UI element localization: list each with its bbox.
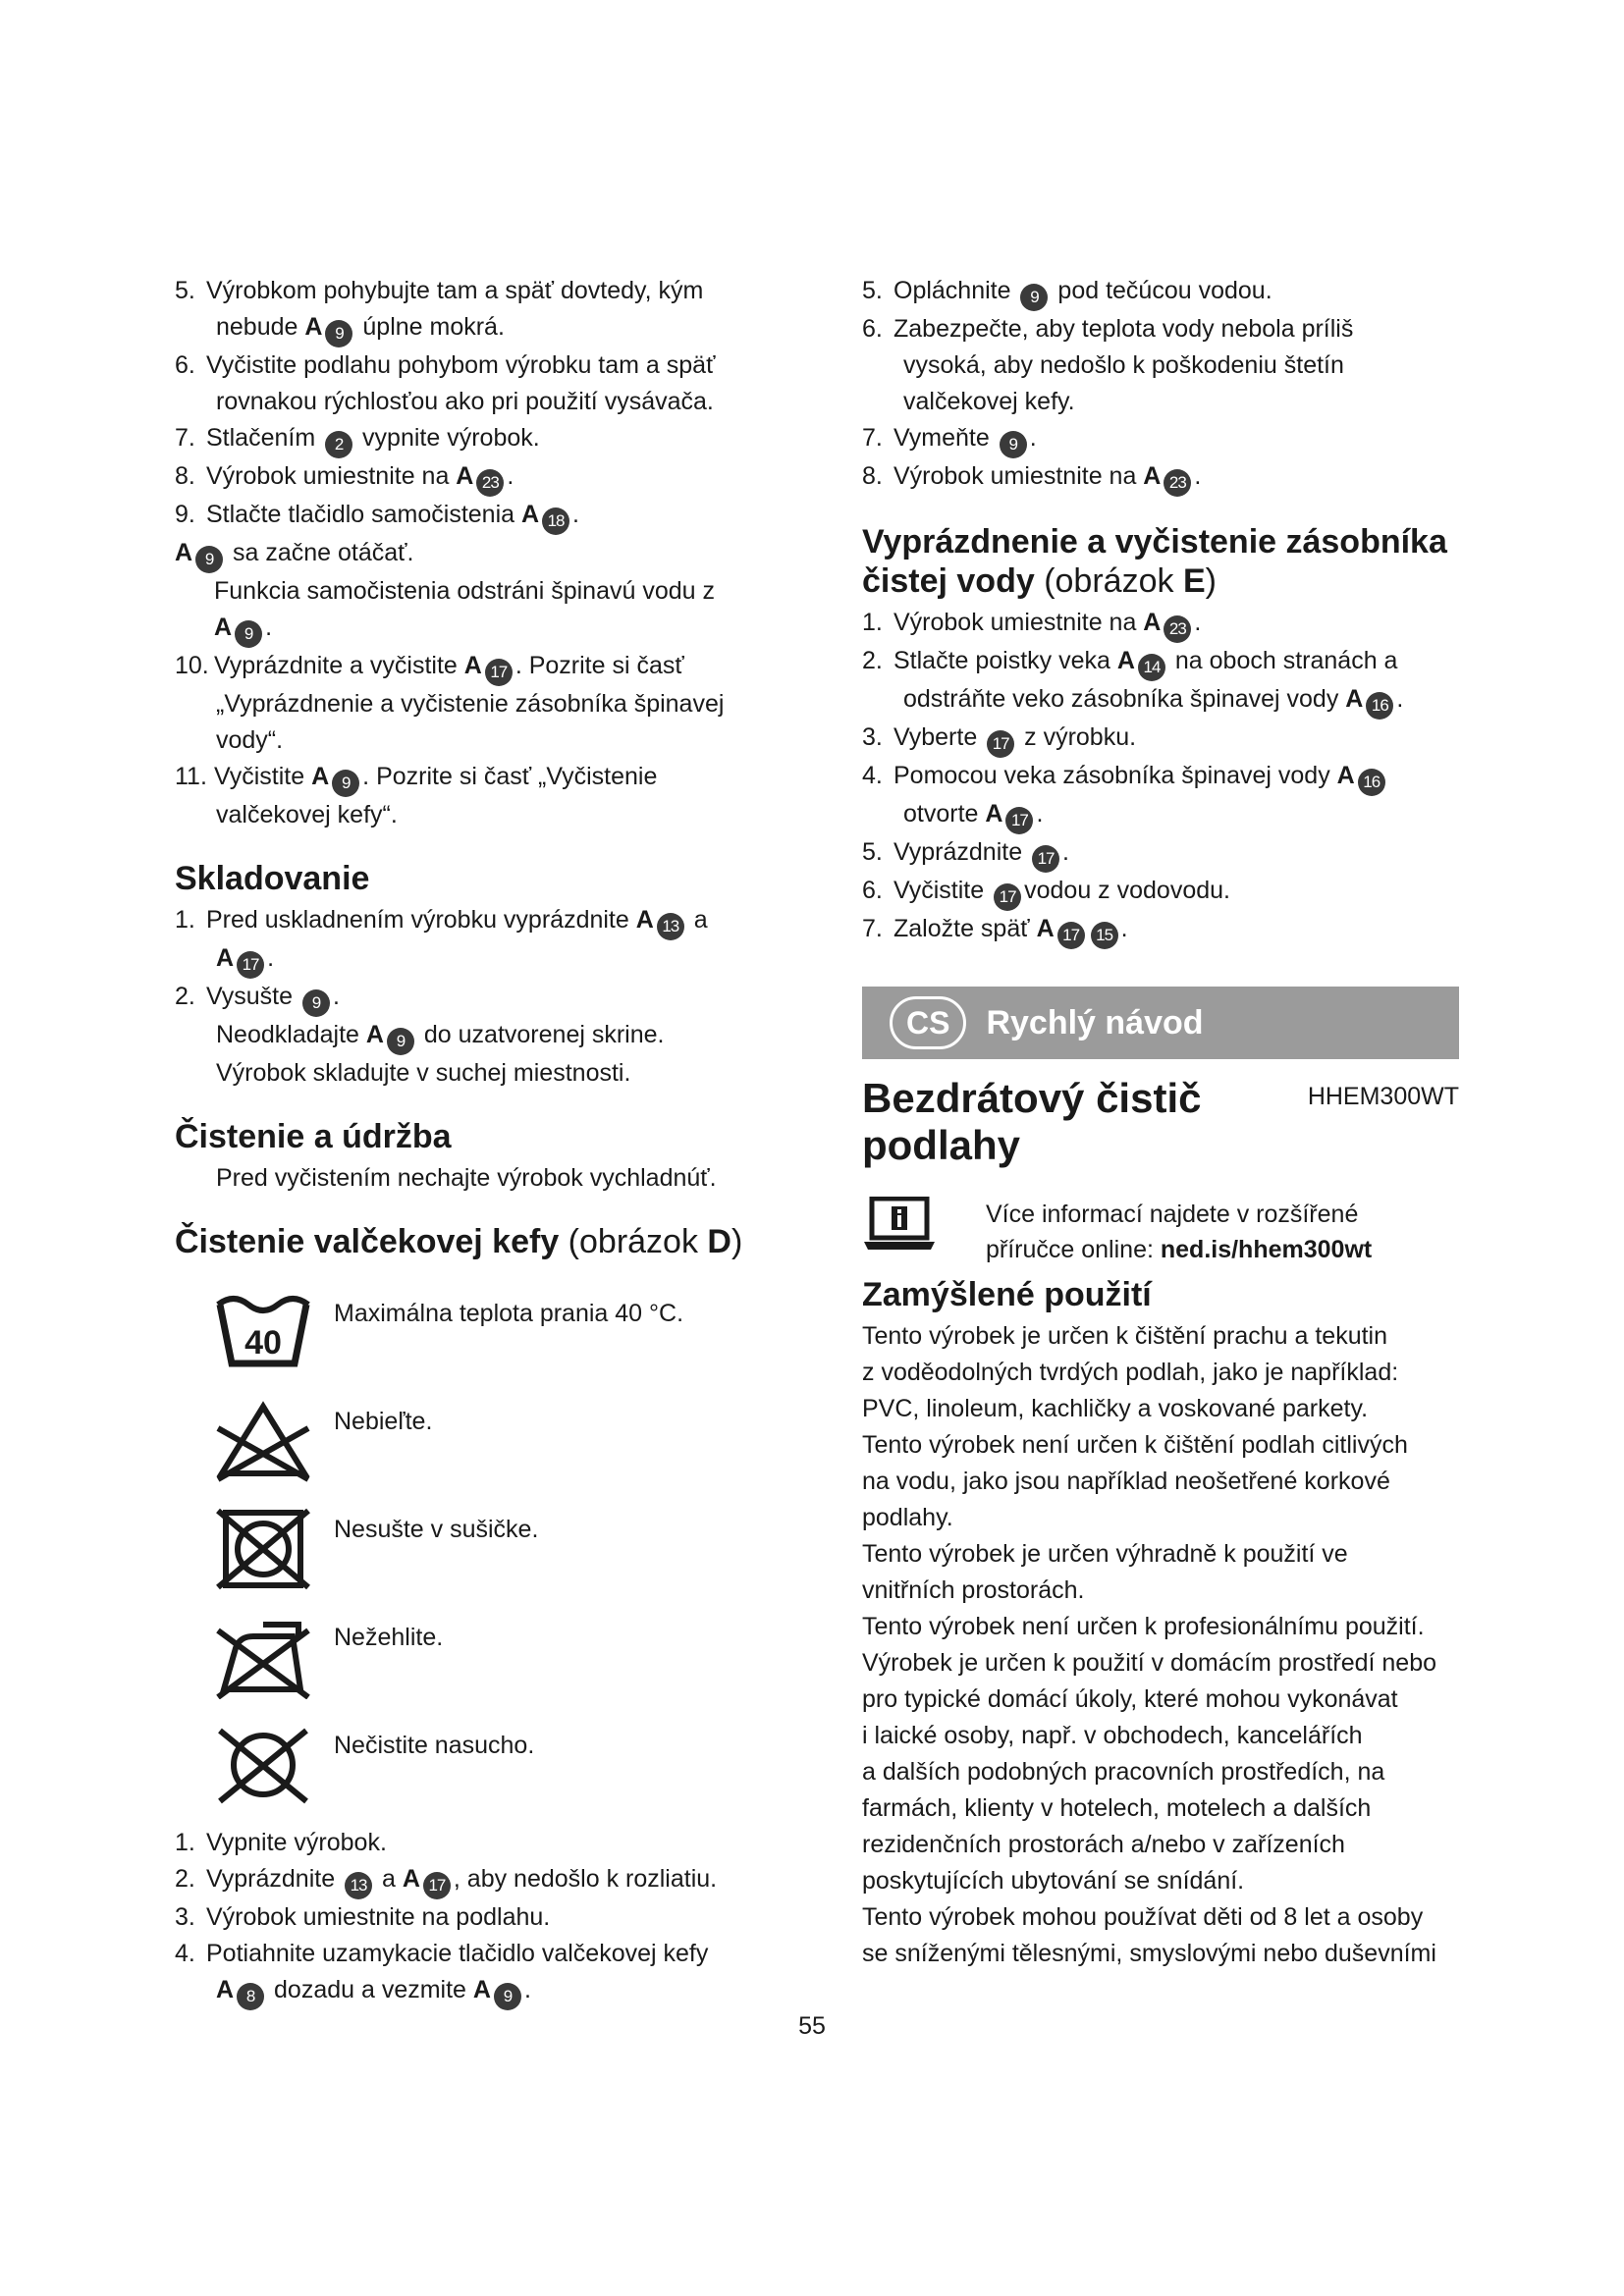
tank-heading: Vyprázdnenie a vyčistenie zásobníka čistej vody (obrázok E) [862, 523, 1447, 600]
callout-badge: 15 [1091, 922, 1118, 949]
callout-badge: 17 [423, 1872, 451, 1899]
callout-badge: 14 [1138, 654, 1165, 681]
callout-badge: 17 [485, 659, 513, 686]
list-item: 2. Vysušte 9 . [175, 979, 784, 1017]
care-row: 40 Maximálna teplota prania 40 °C. [175, 1279, 784, 1387]
list-item: 6. Vyčistite 17 vodou z vodovodu. [862, 873, 1471, 911]
list-item: 10. Vyprázdnite a vyčistite A 17 . Pozrite si časť „Vyprázdnenie a vyčistenie zásobníka špinavej vody“. [175, 652, 725, 754]
online-manual-link[interactable]: ned.is/hhem300wt [1160, 1236, 1373, 1263]
list-item: 6. Vyčistite podlahu pohybom výrobku tam a späť rovnakou rýchlosťou ako pri použití vysávača. [175, 351, 716, 415]
list-item: 7. Vymeňte 9 . [862, 420, 1471, 458]
list-item: 6. Zabezpečte, aby teplota vody nebola príliš vysoká, aby nedošlo k poškodeniu štetín valčekovej kefy. [862, 315, 1354, 415]
step-note: A 9 . [175, 610, 784, 648]
no-iron-icon [214, 1615, 312, 1699]
callout-badge: 13 [657, 913, 684, 940]
list-item: 1. Vypnite výrobok. [175, 1829, 387, 1856]
callout-badge: 23 [1164, 615, 1191, 643]
list-item: 7. Stlačením 2 vypnite výrobok. [175, 420, 784, 458]
callout-badge: 17 [1057, 922, 1085, 949]
list-item: 4. Pomocou veka zásobníka špinavej vody A 16 otvorte A 17 . [862, 758, 1471, 834]
list-item: 9. Stlačte tlačidlo samočistenia A 18 . [175, 497, 784, 535]
no-bleach-icon [214, 1399, 312, 1483]
list-item: 8. Výrobok umiestnite na A 23 . [862, 458, 1471, 497]
callout-badge: 8 [237, 1983, 264, 2010]
list-item: 3. Výrobok umiestnite na podlahu. [175, 1903, 551, 1931]
callout-badge: 17 [1005, 807, 1033, 834]
callout-badge: 16 [1366, 692, 1393, 720]
callout-badge: 9 [387, 1028, 414, 1055]
list-item: 11. Vyčistite A 9 . Pozrite si časť „Vyčistenie valčekovej kefy“. [175, 763, 658, 828]
callout-badge: 9 [494, 1983, 521, 2010]
list-item: 5. Vyprázdnite 17 . [862, 834, 1471, 873]
care-symbols [175, 1279, 784, 1819]
language-badge: CS [890, 996, 966, 1049]
list-item: 5. Opláchnite 9 pod tečúcou vodou. [862, 273, 1471, 311]
wash-temperature-label: 40 [244, 1324, 282, 1362]
callout-badge: 9 [195, 546, 223, 573]
callout-badge: 9 [332, 770, 359, 797]
list-item: 4. Potiahnite uzamykacie tlačidlo valčekovej kefy A 8 dozadu a vezmite A 9 . [175, 1936, 784, 2010]
quick-guide-banner [862, 987, 1459, 1059]
banner-title: Rychlý návod [986, 1003, 1204, 1041]
callout-badge: 17 [237, 951, 264, 979]
callout-badge: 17 [1032, 845, 1059, 873]
list-item: 2. Stlačte poistky veka A 14 na oboch stranách a odstráňte veko zásobníka špinavej vody A 16 . [862, 643, 1471, 720]
callout-badge: 9 [1020, 284, 1048, 311]
intended-use-heading: Zamýšlené použití [862, 1276, 1152, 1313]
online-info: Více informací najdete v rozšířené příručce online: ned.is/hhem300wt [862, 1197, 1471, 1267]
no-dry-clean-icon [214, 1723, 312, 1807]
cleaning-warning: Pred vyčistením nechajte výrobok vychladnúť. [216, 1164, 717, 1192]
list-item: 1. Pred uskladnením výrobku vyprázdnite A 13 a A 17 . [175, 902, 784, 979]
callout-badge: 9 [235, 620, 262, 648]
care-row: Nečistite nasucho. [175, 1711, 784, 1819]
list-item: 5. Výrobkom pohybujte tam a späť dovtedy, kým nebude A 9 úplne mokrá. [175, 273, 784, 347]
care-row: Nesušte v sušičke. [175, 1495, 784, 1603]
care-row: Nežehlite. [175, 1603, 784, 1711]
cleaning-heading: Čistenie a údržba [175, 1118, 452, 1155]
callout-badge: 23 [1164, 469, 1191, 497]
brush-heading: Čistenie valčekovej kefy (obrázok D) [175, 1223, 743, 1260]
callout-badge: 18 [542, 507, 569, 535]
storage-note: Neodkladajte A 9 do uzatvorenej skrine. [175, 1017, 784, 1055]
callout-badge: 9 [1000, 431, 1027, 458]
callout-badge: 9 [325, 320, 352, 347]
callout-badge: 17 [987, 730, 1014, 758]
left-column [175, 273, 784, 2010]
callout-badge: 23 [476, 469, 504, 497]
list-item: 7. Založte späť A 17 15 . [862, 911, 1471, 949]
callout-badge: 13 [345, 1872, 372, 1899]
step-note: Funkcia samočistenia odstráni špinavú vodu z [214, 577, 715, 605]
callout-badge: 9 [302, 989, 330, 1017]
callout-badge: 17 [994, 883, 1021, 911]
storage-note: Výrobok skladujte v suchej miestnosti. [216, 1059, 631, 1087]
list-item: 1. Výrobok umiestnite na A 23 . [862, 605, 1471, 643]
wash-40-icon [214, 1291, 312, 1375]
list-item: 2. Vyprázdnite 13 a A 17 , aby nedošlo k rozliatiu. [175, 1861, 784, 1899]
intended-use-text: Tento výrobek je určen k čištění prachu a tekutin z voděodolných tvrdých podlah, jako je například: PVC, linoleum, kachličky a voskované parkety. Tento výrobek není určen k čištění podlah citlivých na vodu, jako jsou například neošetřené korkové podlahy. Tento výrobek je určen výhradně k použití ve vnitřních prostorách. Tento výrobek není určen k profesionálnímu použití. Výrobek je určen k použití v domácím prostředí nebo pro typické domácí úkoly, které mohou vykonávat i laické osoby, např. v obchodech, kancelářích a dalších podobných pracovních prostředích, na farmách, klienty v hotelech, motelech a dalších rezidenčních prostorách a/nebo v zařízeních poskytujících ubytování se snídání. Tento výrobek mohou používat děti od 8 let a osoby se sníženými tělesnými, smyslovými nebo duševními [862, 1322, 1437, 1967]
product-header [862, 1075, 1471, 1183]
list-item: 8. Výrobok umiestnite na A 23 . [175, 458, 784, 497]
storage-heading: Skladovanie [175, 860, 370, 897]
product-title: Bezdrátový čistič podlahy [862, 1075, 1202, 1168]
callout-badge: 16 [1358, 769, 1385, 796]
list-item: 3. Vyberte 17 z výrobku. [862, 720, 1471, 758]
step-note: A 9 sa začne otáčať. [175, 535, 784, 573]
right-column [862, 273, 1471, 1972]
page-number: 55 [798, 2012, 826, 2040]
no-tumble-dry-icon [214, 1507, 312, 1591]
care-row: Nebieľte. [175, 1387, 784, 1495]
laptop-info-icon [862, 1197, 937, 1252]
model-number: HHEM300WT [1307, 1083, 1459, 1110]
callout-badge: 2 [325, 431, 352, 458]
